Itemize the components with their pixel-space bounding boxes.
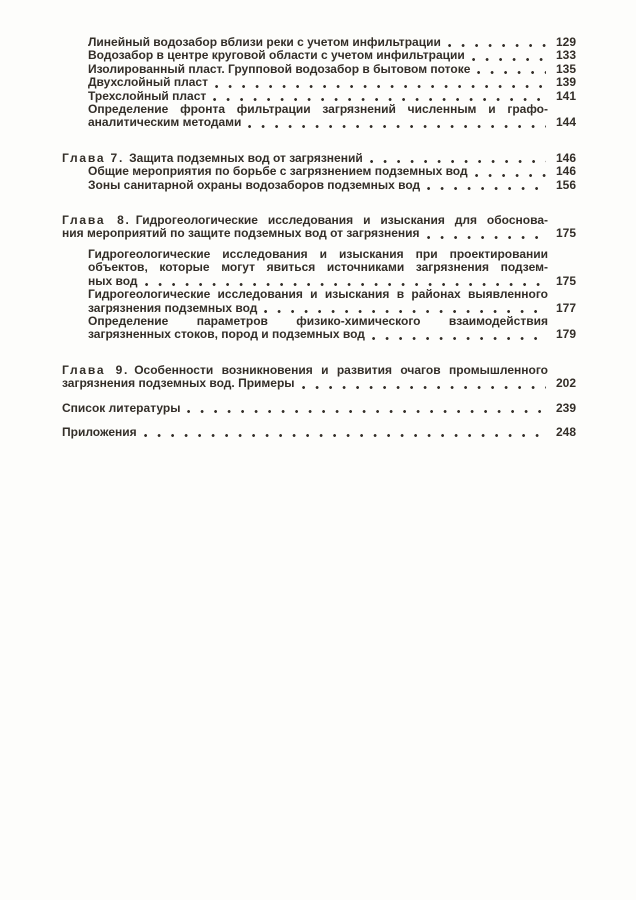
toc-entry-text-block xyxy=(88,90,548,103)
toc-entry-title: Изолированный пласт. Групповой водозабор в бытовом потоке xyxy=(88,61,471,76)
dot-leader xyxy=(145,283,546,286)
dot-leader xyxy=(472,58,546,61)
toc-entry-title: Гидрогеологические исследования и изыскания в районах выявленного xyxy=(88,287,548,302)
toc-entry-text-block xyxy=(88,248,548,288)
toc-entry-text-block xyxy=(62,402,548,415)
toc-entry xyxy=(62,49,576,62)
toc-entry-line xyxy=(88,49,548,62)
toc-entry-line xyxy=(88,76,548,89)
toc-entry xyxy=(62,103,576,130)
toc-entry-line xyxy=(62,364,548,377)
toc-entry-text-block xyxy=(88,49,548,62)
toc-entry-line xyxy=(62,227,548,240)
toc-entry-line xyxy=(88,261,548,274)
toc-entry-title: Определение параметров физико-химического взаимодействия xyxy=(88,313,548,328)
toc-entry-page-number: 129 xyxy=(555,35,576,49)
dot-leader xyxy=(477,71,546,74)
toc-entry-text-block xyxy=(88,76,548,89)
toc-entry-text-block xyxy=(88,165,548,178)
toc-entry-page-number: 175 xyxy=(555,273,576,288)
toc-entry-line xyxy=(62,214,548,227)
toc-entry xyxy=(62,63,576,76)
toc-entry-title: ных вод xyxy=(88,273,138,288)
toc-entry-title: Список литературы xyxy=(62,400,181,415)
toc-entry-text-block xyxy=(62,426,548,439)
toc-entry-title: Общие мероприятия по борьбе с загрязнением подземных вод xyxy=(88,164,468,179)
toc-entry-text-block xyxy=(62,152,548,165)
toc-entry-title: загрязнения подземных вод. Примеры xyxy=(62,376,295,391)
toc-entry xyxy=(62,426,576,439)
dot-leader xyxy=(215,85,546,88)
toc-entry-page-number: 135 xyxy=(555,61,576,76)
toc-entry-line xyxy=(88,315,548,328)
toc-entry xyxy=(62,315,576,342)
toc-entry-line xyxy=(88,248,548,261)
dot-leader xyxy=(427,187,546,190)
toc-entry-title: Особенности возникновения и развития очагов промышленного xyxy=(134,362,548,377)
toc-entry-line xyxy=(88,103,548,116)
toc-entry xyxy=(62,36,576,49)
chapter-label: Глава 9. xyxy=(62,362,130,377)
toc-entry xyxy=(62,165,576,178)
toc-entry-text-block xyxy=(62,364,548,391)
toc-entry-line xyxy=(88,165,548,178)
dot-leader xyxy=(248,125,546,128)
toc-entry-line xyxy=(88,63,548,76)
chapter-label: Глава 8. xyxy=(62,213,131,228)
toc-entry-page-number: 139 xyxy=(555,75,576,90)
toc-entry-page-number: 133 xyxy=(555,48,576,63)
toc-entry-page-number: 146 xyxy=(555,150,576,165)
toc-entry-title: Гидрогеологические исследования и изыскания при проектировании xyxy=(88,246,548,261)
toc-entry-line xyxy=(88,179,548,192)
dot-leader xyxy=(475,174,546,177)
toc-entry-text-block xyxy=(88,63,548,76)
toc-entry-page-number: 179 xyxy=(555,327,576,342)
toc-entry-page-number: 202 xyxy=(555,376,576,391)
toc-entry-title: загрязнения подземных вод xyxy=(88,300,258,315)
toc-entry-line xyxy=(62,377,548,390)
dot-leader xyxy=(264,310,546,313)
toc-entry-line xyxy=(88,302,548,315)
toc-entry-line xyxy=(88,275,548,288)
toc-entry-title: Двухслойный пласт xyxy=(88,75,208,90)
toc-entry-title: Приложения xyxy=(62,424,137,439)
toc-entry-title: Определение фронта фильтрации загрязнений численным и графо- xyxy=(88,102,548,117)
toc-entry xyxy=(62,288,576,315)
toc-entry xyxy=(62,90,576,103)
toc-entry-line xyxy=(62,402,548,415)
toc-entry-page-number: 144 xyxy=(555,115,576,130)
toc-entry-title: Зоны санитарной охраны водозаборов подземных вод xyxy=(88,177,421,192)
toc-entry xyxy=(62,364,576,391)
toc-entry xyxy=(62,402,576,415)
toc-entry-title: Водозабор в центре круговой области с учетом инфильтрации xyxy=(88,48,465,63)
dot-leader xyxy=(372,337,546,340)
toc-entry-page-number: 156 xyxy=(555,177,576,192)
toc-entry-line xyxy=(88,288,548,301)
toc-entry-page-number: 239 xyxy=(555,400,576,415)
toc-entry xyxy=(62,214,576,241)
dot-leader xyxy=(448,44,546,47)
dot-leader xyxy=(370,160,546,163)
toc-entry-line xyxy=(88,328,548,341)
dot-leader xyxy=(187,410,546,413)
toc-entry-title: загрязненных стоков, пород и подземных вод xyxy=(88,327,365,342)
toc-entry-title: объектов, которые могут явиться источниками загрязнения подзем- xyxy=(88,260,548,275)
dot-leader xyxy=(427,236,546,239)
toc-entry-page-number: 141 xyxy=(555,88,576,103)
toc-entry-line xyxy=(88,90,548,103)
chapter-label: Глава 7. xyxy=(62,150,125,165)
toc-entry-title: Защита подземных вод от загрязнений xyxy=(129,150,363,165)
toc-entry-text-block xyxy=(88,103,548,130)
toc-entry-page-number: 146 xyxy=(555,164,576,179)
toc-entry-text-block xyxy=(88,288,548,315)
dot-leader xyxy=(144,434,546,437)
toc-entry xyxy=(62,152,576,165)
toc-entry-text-block xyxy=(88,36,548,49)
toc-entry-text-block xyxy=(62,214,548,241)
toc-list xyxy=(62,36,576,439)
toc-entry-page-number: 177 xyxy=(555,300,576,315)
toc-entry xyxy=(62,179,576,192)
toc-entry-page-number: 248 xyxy=(555,424,576,439)
dot-leader xyxy=(302,386,546,389)
toc-entry-line xyxy=(62,152,548,165)
toc-entry-line xyxy=(88,36,548,49)
toc-entry-title: Гидрогеологические исследования и изыскания для обоснова- xyxy=(135,213,548,228)
toc-entry xyxy=(62,76,576,89)
toc-entry-text-block xyxy=(88,315,548,342)
toc-entry-title: аналитическим методами xyxy=(88,115,242,130)
toc-entry-title: Трехслойный пласт xyxy=(88,88,207,103)
toc-entry-line xyxy=(62,426,548,439)
toc-entry-title: ния мероприятий по защите подземных вод от загрязнения xyxy=(62,226,420,241)
toc-entry-line xyxy=(88,116,548,129)
toc-entry-title: Линейный водозабор вблизи реки с учетом инфильтрации xyxy=(88,35,441,49)
toc-entry-text-block xyxy=(88,179,548,192)
dot-leader xyxy=(213,98,546,101)
toc-entry xyxy=(62,248,576,288)
toc-entry-page-number: 175 xyxy=(555,226,576,241)
